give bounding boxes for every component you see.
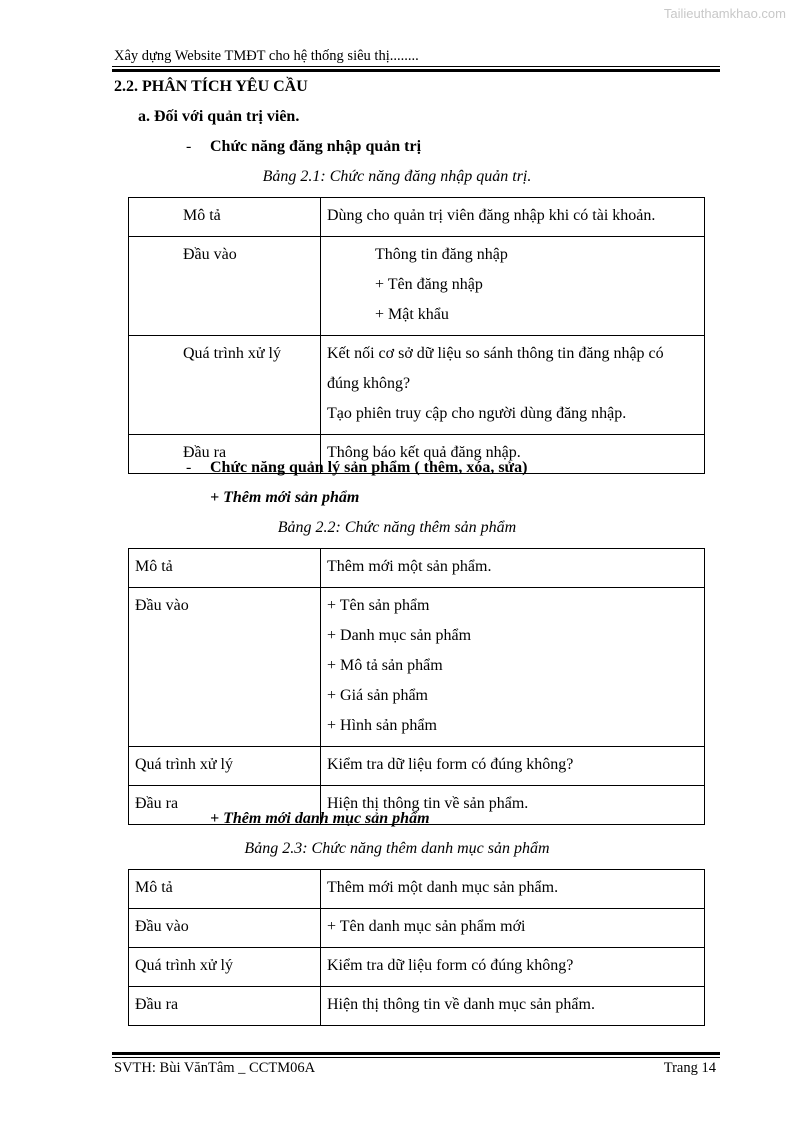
table-row (129, 948, 705, 987)
row-label: Đầu vào (129, 909, 321, 948)
row-label: Quá trình xử lý (129, 336, 321, 435)
row-value: + Tên danh mục sản phẩm mới (321, 909, 705, 948)
row-label: Mô tả (129, 870, 321, 909)
table-add-category (128, 869, 705, 1026)
row-value: Thêm mới một danh mục sản phẩm. (321, 870, 705, 909)
table1-caption: Bảng 2.1: Chức năng đăng nhập quản trị. (262, 168, 532, 185)
row-value: Thông báo kết quả đăng nhập. (321, 435, 705, 474)
row-label: Quá trình xử lý (129, 747, 321, 786)
subhead-add-category: + Thêm mới danh mục sản phẩm (210, 810, 430, 827)
row-value: Hiện thị thông tin về danh mục sản phẩm. (321, 987, 705, 1026)
row-value: Thêm mới một sản phẩm. (321, 549, 705, 588)
row-value: Hiện thị thông tin về sản phẩm. (321, 786, 705, 825)
table-row (129, 549, 705, 588)
subsection-title: a. Đối với quản trị viên. (138, 108, 300, 125)
subhead-add-product: + Thêm mới sản phẩm (210, 489, 360, 506)
table-row (129, 987, 705, 1026)
table-row (129, 588, 705, 747)
table2-caption: Bảng 2.2: Chức năng thêm sản phẩm (277, 519, 517, 536)
bullet-login-text: Chức năng đăng nhập quản trị (210, 138, 422, 155)
row-value: Kết nối cơ sở dữ liệu so sánh thông tin đăng nhập có đúng không? Tạo phiên truy cập cho người dùng đăng nhập. (321, 336, 705, 435)
section-title: 2.2. PHÂN TÍCH YÊU CẦU (114, 78, 308, 95)
footer-rule-thick (112, 1052, 720, 1055)
table-row (129, 870, 705, 909)
table-login (128, 197, 705, 474)
row-label: Mô tả (129, 549, 321, 588)
row-value: Dùng cho quản trị viên đăng nhập khi có tài khoản. (321, 198, 705, 237)
footer-author: SVTH: Bùi VănTâm _ CCTM06A (114, 1060, 316, 1076)
watermark: Tailieuthamkhao.com (663, 6, 786, 21)
row-label: Đầu vào (129, 588, 321, 747)
table-row (129, 336, 705, 435)
table-row (129, 909, 705, 948)
row-label: Đầu ra (129, 786, 321, 825)
bullet-login: - Chức năng đăng nhập quản trị (186, 138, 422, 155)
bullet-product: - Chức năng quản lý sản phẩm ( thêm, xóa, sửa) (186, 459, 528, 476)
row-value: + Tên sản phẩm + Danh mục sản phẩm + Mô tả sản phẩm + Giá sản phẩm + Hình sản phẩm (321, 588, 705, 747)
footer-rule-thin (112, 1057, 720, 1058)
header-rule-thin (112, 66, 720, 67)
header-rule-thick (112, 69, 720, 72)
row-value: Kiểm tra dữ liệu form có đúng không? (321, 948, 705, 987)
footer-page-number: Trang 14 (663, 1060, 716, 1076)
table-row (129, 747, 705, 786)
table-add-product (128, 548, 705, 825)
bullet-product-text: Chức năng quản lý sản phẩm ( thêm, xóa, sửa) (210, 459, 528, 476)
row-label: Quá trình xử lý (129, 948, 321, 987)
row-label: Đầu vào (129, 237, 321, 336)
table-row (129, 198, 705, 237)
table3-caption: Bảng 2.3: Chức năng thêm danh mục sản phẩm (244, 840, 550, 857)
row-label: Đầu ra (129, 987, 321, 1026)
table-row (129, 237, 705, 336)
row-label: Mô tả (129, 198, 321, 237)
row-value: Thông tin đăng nhập + Tên đăng nhập + Mật khẩu (321, 237, 705, 336)
row-value: Kiểm tra dữ liệu form có đúng không? (321, 747, 705, 786)
running-header: Xây dựng Website TMĐT cho hệ thống siêu thị........ (114, 48, 419, 64)
row-label: Đầu ra (129, 435, 321, 474)
